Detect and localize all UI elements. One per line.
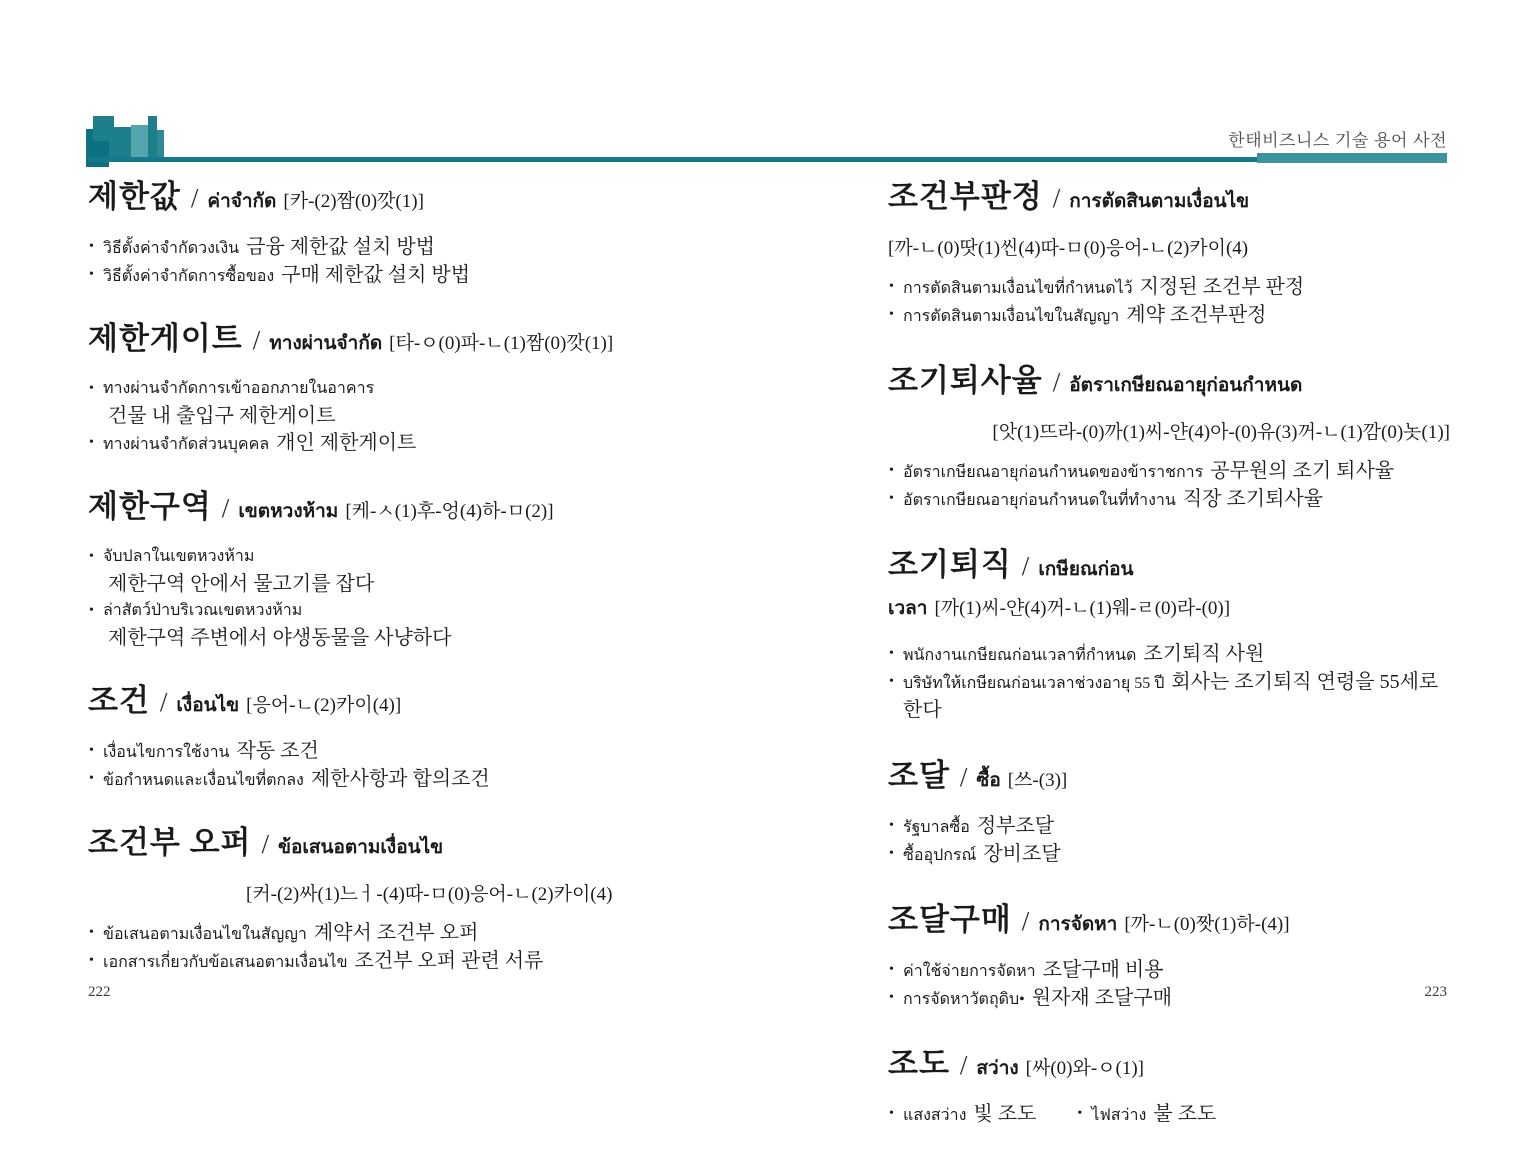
example-item — [888, 669, 1450, 725]
example-thai: ทางผ่านจำกัดการเข้าออกภายในอาคาร — [103, 380, 375, 397]
bullet-icon: • — [89, 381, 94, 396]
example-list — [88, 234, 788, 290]
example-korean: 제한구역 안에서 물고기를 잡다 — [108, 573, 375, 595]
separator-slash: / — [959, 762, 968, 792]
example-thai: จับปลาในเขตหวงห้าม — [103, 548, 255, 565]
example-thai: ทางผ่านจำกัดส่วนบุคคล — [103, 436, 270, 453]
dictionary-entry — [888, 757, 1450, 869]
example-item — [88, 738, 788, 766]
example-item — [88, 262, 788, 290]
entry-head-row — [888, 362, 1450, 406]
entry-thai-term: อัตราเกษียณอายุก่อนกำหนด — [1069, 375, 1303, 396]
bullet-icon: • — [889, 279, 894, 294]
right-column — [888, 178, 1450, 1161]
entry-pronunciation: [쓰-(3)] — [1007, 770, 1068, 791]
example-item — [88, 376, 788, 430]
header-rule-accent — [1257, 153, 1447, 163]
dictionary-entry — [88, 488, 788, 652]
entry-head-row — [888, 178, 1450, 222]
entry-headword: 조도 — [888, 1046, 950, 1081]
bullet-icon: • — [889, 307, 894, 322]
entry-headword: 조기퇴사율 — [888, 363, 1043, 398]
entry-pronunciation: [타-ㅇ(0)파-ㄴ(1)짬(0)깟(1)] — [389, 333, 614, 354]
entry-pronunciation: [카-(2)짬(0)깟(1)] — [283, 191, 424, 212]
separator-slash: / — [1052, 367, 1061, 397]
entry-thai-term: ซื้อ — [976, 770, 1001, 791]
example-list — [88, 376, 788, 458]
logo-bar-icon — [131, 125, 148, 161]
separator-slash: / — [959, 1050, 968, 1080]
logo-bar-icon — [114, 127, 131, 161]
example-thai: การตัดสินตามเงื่อนไขในสัญญา — [903, 308, 1120, 325]
example-item — [888, 641, 1450, 669]
example-list — [888, 641, 1450, 725]
example-korean: 지정된 조건부 판정 — [1139, 276, 1305, 298]
entry-pronunciation: [케-ㅅ(1)후-엉(4)하-ㅁ(2)] — [345, 501, 554, 522]
entry-head-row — [88, 488, 788, 532]
entry-pronunciation: [앗(1)뜨라-(0)까(1)씨-얀(4)아-(0)유(3)꺼-ㄴ(1)깜(0)놋(1)] — [992, 422, 1450, 443]
entry-pronunciation: [까-ㄴ(0)땃(1)씬(4)따-ㅁ(0)응어-ㄴ(2)카이(4) — [888, 238, 1249, 259]
example-list — [888, 1101, 1450, 1129]
entry-thai-term: การจัดหา — [1038, 914, 1118, 935]
example-item — [888, 841, 1450, 869]
example-thai: บริษัทให้เกษียณก่อนเวลาช่วงอายุ 55 ปี — [903, 675, 1165, 692]
bullet-icon: • — [889, 1106, 894, 1121]
bullet-icon: • — [89, 771, 94, 786]
dictionary-entry — [88, 178, 788, 290]
separator-slash: / — [1052, 183, 1061, 213]
entry-thai-term: เขตหวงห้าม — [238, 501, 339, 522]
separator-slash: / — [159, 687, 168, 717]
bullet-icon: • — [889, 846, 894, 861]
example-item — [888, 458, 1450, 486]
separator-slash: / — [221, 493, 230, 523]
example-item — [888, 1101, 1036, 1129]
entry-head-row — [88, 320, 788, 364]
example-korean: 직장 조기퇴사율 — [1182, 488, 1324, 510]
bullet-icon: • — [89, 743, 94, 758]
entry-headword: 제한값 — [88, 179, 181, 214]
example-korean: 조건부 오퍼 관련 서류 — [354, 950, 544, 972]
bullet-icon: • — [89, 603, 94, 618]
entry-headword: 제한게이트 — [88, 321, 243, 356]
example-list — [888, 957, 1450, 1013]
example-item — [88, 598, 788, 652]
example-korean: 장비조달 — [983, 843, 1061, 865]
example-thai: ล่าสัตว์ป่าบริเวณเขตหวงห้าม — [103, 602, 303, 619]
entry-thai-term: เงื่อนไข — [176, 695, 240, 716]
bullet-icon: • — [89, 239, 94, 254]
bullet-icon: • — [89, 267, 94, 282]
separator-slash: / — [1021, 906, 1030, 936]
bullet-icon: • — [889, 818, 894, 833]
example-korean: 개인 제한게이트 — [276, 432, 417, 454]
example-item — [1076, 1101, 1216, 1129]
example-korean: 구매 제한값 설치 방법 — [281, 264, 471, 286]
dictionary-entry — [88, 824, 788, 976]
entry-pronunciation: [까-ㄴ(0)짯(1)하-(4)] — [1124, 914, 1290, 935]
dictionary-entry — [88, 320, 788, 458]
bullet-icon: • — [889, 491, 894, 506]
entry-thai-term: การตัดสินตามเงื่อนไข — [1069, 191, 1250, 212]
example-list — [888, 813, 1450, 869]
bullet-icon: • — [889, 962, 894, 977]
separator-slash: / — [190, 183, 199, 213]
dictionary-entry — [888, 362, 1450, 514]
example-korean: 원자재 조달구매 — [1031, 987, 1173, 1009]
example-thai: วิธีตั้งค่าจำกัดวงเงิน — [103, 240, 240, 257]
example-thai: ซื้ออุปกรณ์ — [903, 847, 977, 864]
example-korean: 건물 내 출입구 제한게이트 — [108, 405, 336, 427]
example-list — [88, 920, 788, 976]
example-thai: รัฐบาลซื้อ — [903, 819, 970, 836]
example-thai: การตัดสินตามเงื่อนไขที่กำหนดไว้ — [903, 280, 1133, 297]
entry-head-row — [888, 757, 1450, 801]
separator-slash: / — [1021, 551, 1030, 581]
example-korean: 제한사항과 합의조건 — [310, 768, 490, 790]
logo-bar-icon — [148, 116, 157, 161]
entry-pronunciation: [커-(2)싸(1)느ㅓ-(4)따-ㅁ(0)응어-ㄴ(2)카이(4) — [246, 884, 613, 905]
bullet-icon: • — [89, 953, 94, 968]
page-number-right: 223 — [1424, 984, 1447, 1000]
entry-headword: 제한구역 — [88, 489, 212, 524]
entry-head-row — [88, 178, 788, 222]
dictionary-entry — [888, 1045, 1450, 1129]
example-list — [88, 738, 788, 794]
page-number-left: 222 — [88, 984, 111, 1000]
separator-slash: / — [261, 829, 269, 859]
example-item — [88, 920, 788, 948]
entry-head-row — [888, 901, 1450, 945]
entry-headword: 조건 — [88, 683, 150, 718]
example-korean: 조기퇴직 사원 — [1143, 643, 1265, 665]
example-thai: พนักงานเกษียณก่อนเวลาที่กำหนด — [903, 647, 1137, 664]
example-item — [888, 957, 1450, 985]
dictionary-entry — [888, 901, 1450, 1013]
example-item — [888, 274, 1450, 302]
separator-slash: / — [252, 325, 261, 355]
example-thai: วิธีตั้งค่าจำกัดการซื้อของ — [103, 268, 275, 285]
example-korean: 빛 조도 — [973, 1103, 1037, 1125]
dictionary-entry — [88, 682, 788, 794]
example-korean: 불 조도 — [1153, 1103, 1217, 1125]
example-list — [88, 544, 788, 652]
example-item — [888, 985, 1450, 1013]
entry-headword: 조기퇴직 — [888, 547, 1012, 582]
dictionary-entry — [888, 546, 1450, 725]
example-item — [88, 430, 788, 458]
bullet-icon: • — [1077, 1106, 1083, 1121]
example-list — [888, 274, 1450, 330]
entry-pronunciation: [싸(0)와-ㅇ(1)] — [1025, 1058, 1144, 1079]
bullet-icon: • — [89, 925, 94, 940]
dictionary-entry — [888, 178, 1450, 330]
entry-pronunciation: [응어-ㄴ(2)카이(4)] — [246, 695, 402, 716]
entry-headword: 조건부판정 — [888, 179, 1043, 214]
example-thai: เอกสารเกี่ยวกับข้อเสนอตามเงื่อนไข — [103, 954, 348, 971]
bullet-icon: • — [889, 990, 894, 1005]
example-korean: 공무원의 조기 퇴사율 — [1210, 460, 1395, 482]
example-item — [888, 302, 1450, 330]
logo-base-block — [86, 141, 109, 167]
bullet-icon: • — [889, 463, 894, 478]
example-korean: 조달구매 비용 — [1042, 959, 1164, 981]
entry-head-row — [888, 546, 1450, 629]
example-korean: 제한구역 주변에서 야생동물을 사냥하다 — [108, 627, 452, 649]
example-thai: อัตราเกษียณอายุก่อนกำหนดของข้าราชการ — [903, 464, 1204, 481]
entry-head-row — [88, 682, 788, 726]
entry-pronunciation: [까(1)씨-얀(4)꺼-ㄴ(1)웨-ㄹ(0)라-(0)] — [934, 598, 1231, 619]
bullet-icon: • — [889, 646, 894, 661]
header-rule — [88, 157, 1447, 162]
example-thai: อัตราเกษียณอายุก่อนกำหนดในที่ทำงาน — [903, 492, 1176, 509]
bullet-icon: • — [889, 674, 894, 689]
entry-thai-term: เกษียณก่อนเวลา — [888, 559, 1134, 619]
entry-thai-term: สว่าง — [976, 1058, 1019, 1079]
example-thai: ข้อเสนอตามเงื่อนไขในสัญญา — [103, 926, 307, 943]
example-korean: 계약서 조건부 오퍼 — [313, 922, 479, 944]
bullet-icon: • — [89, 435, 94, 450]
example-korean: 금융 제한값 설치 방법 — [246, 236, 435, 258]
example-korean: 회사는 조기퇴직 연령을 55세로 한다 — [903, 671, 1439, 721]
example-item — [88, 234, 788, 262]
left-column — [88, 178, 788, 1006]
entry-thai-term: ค่าจำกัด — [207, 191, 277, 212]
example-item — [88, 544, 788, 598]
example-item — [88, 948, 788, 976]
example-list — [888, 458, 1450, 514]
example-thai: ไฟสว่าง — [1091, 1107, 1147, 1124]
entry-headword: 조달구매 — [888, 902, 1012, 937]
example-item — [888, 813, 1450, 841]
example-thai: เงื่อนไขการใช้งาน — [103, 744, 230, 761]
entry-thai-term: ทางผ่านจำกัด — [269, 333, 383, 354]
bullet-icon: • — [89, 549, 94, 564]
example-thai: แสงสว่าง — [903, 1107, 967, 1124]
entry-head-row — [888, 1045, 1450, 1089]
example-item — [88, 766, 788, 794]
example-thai: ข้อกำหนดและเงื่อนไขที่ตกลง — [103, 772, 304, 789]
example-item — [888, 486, 1450, 514]
entry-headword: 조달 — [888, 758, 950, 793]
example-korean: 작동 조건 — [236, 740, 319, 762]
example-korean: 정부조달 — [976, 815, 1055, 837]
entry-headword: 조건부 오퍼 — [88, 825, 252, 860]
entry-head-row — [88, 824, 788, 868]
example-thai: ค่าใช้จ่ายการจัดหา — [903, 963, 1036, 980]
example-korean: 계약 조건부판정 — [1126, 304, 1267, 326]
running-head-title: 한태비즈니스 기술 용어 사전 — [1228, 131, 1447, 150]
entry-thai-term: ข้อเสนอตามเงื่อนไข — [278, 837, 444, 858]
example-thai: การจัดหาวัตถุดิบ• — [903, 991, 1025, 1008]
